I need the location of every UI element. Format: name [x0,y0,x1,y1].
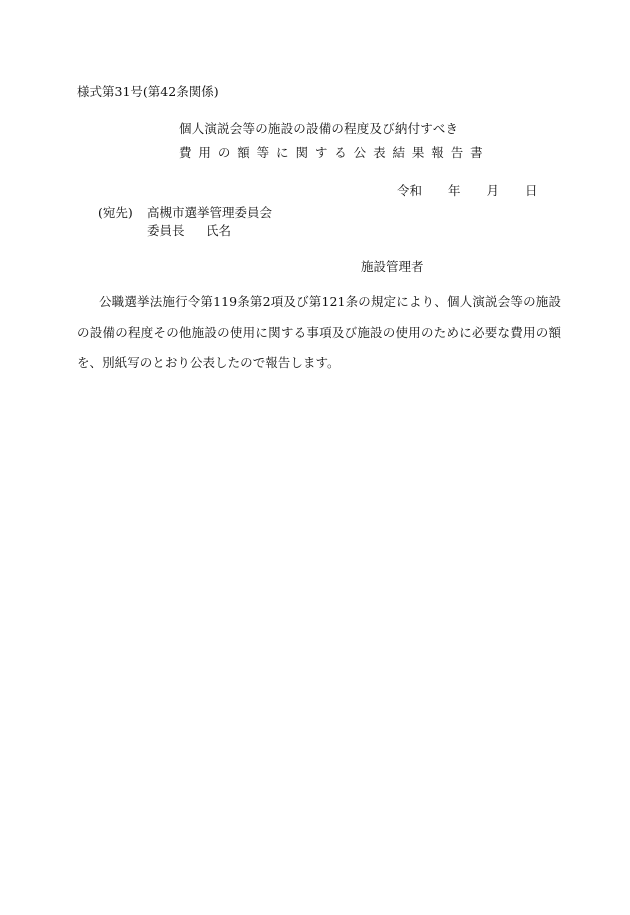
addressee-prefix: (宛先) [98,205,133,220]
title-char: 告 [450,145,464,160]
title-char: 結 [392,145,405,160]
addressee-name-label: 氏名 [206,223,232,238]
document-title-line-2 [179,145,483,161]
title-char: 額 [237,145,250,160]
addressee-name: 高槻市選挙管理委員会 [147,205,273,220]
title-char: 果 [411,145,425,160]
title-char: 書 [470,145,483,160]
title-char: る [334,145,347,160]
title-char: 等 [256,145,270,160]
title-char: 報 [431,145,444,160]
addressee-role: 委員長 [147,223,185,238]
date-month: 月 [486,183,500,198]
title-char: 公 [353,145,367,160]
title-char: 用 [198,145,211,160]
date-year: 年 [448,183,461,198]
title-char: 費 [179,145,192,160]
date-day: 日 [525,183,538,198]
title-char: 表 [373,145,386,160]
body-paragraph: 公職選挙法施行令第119条第2項及び第121条の規定により、個人演説会等の施設の設備の程度その他施設の使用に関する事項及び施設の使用のために必要な費用の額を、別紙写のとおり公表したので報告します。 [77,294,561,370]
title-char: に [276,145,289,160]
date-era: 令和 [397,183,423,198]
form-number: 様式第31号(第42条関係) [77,84,219,99]
document-title-line-1: 個人演説会等の施設の設備の程度及び納付すべき [179,121,459,136]
facility-manager-label: 施設管理者 [361,259,424,274]
title-char: の [217,145,231,160]
date-line [397,183,538,199]
title-char: す [314,145,328,160]
title-char: 関 [295,145,308,160]
